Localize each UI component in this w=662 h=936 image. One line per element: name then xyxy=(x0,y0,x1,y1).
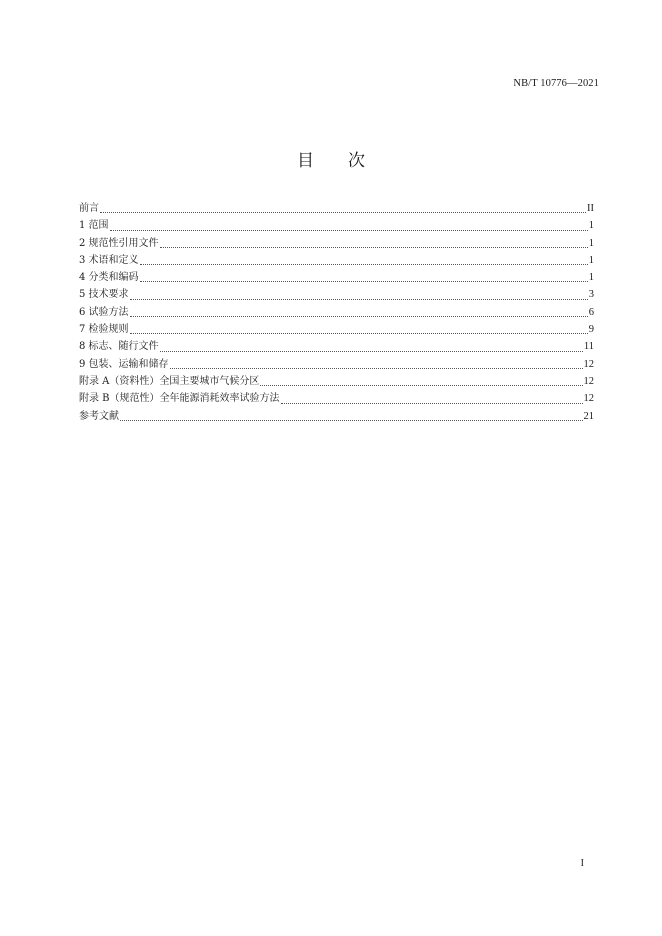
toc-entry-marking[interactable] xyxy=(79,338,594,355)
toc-entry-label: 9 包装、运输和储存 xyxy=(79,358,169,370)
dot-leader xyxy=(160,351,583,352)
dot-leader xyxy=(160,247,588,248)
toc-entry-page: 1 xyxy=(588,220,594,232)
toc-entry-page: 11 xyxy=(583,341,594,353)
toc-entry-label: 6 试验方法 xyxy=(79,306,129,318)
toc-entry-terms-definitions[interactable] xyxy=(79,252,594,269)
toc-entry-annex-b[interactable] xyxy=(79,390,594,407)
toc-entry-foreword[interactable] xyxy=(79,200,594,217)
dot-leader xyxy=(130,299,588,300)
dot-leader xyxy=(260,385,582,386)
toc-entry-page: 1 xyxy=(588,237,594,249)
toc-entry-annex-a[interactable] xyxy=(79,373,594,390)
toc-entry-inspection-rules[interactable] xyxy=(79,321,594,338)
dot-leader xyxy=(140,264,588,265)
dot-leader xyxy=(130,333,588,334)
toc-entry-label: 参考文献 xyxy=(79,410,119,422)
toc-entry-page: 6 xyxy=(588,306,594,318)
toc-entry-page: 9 xyxy=(588,324,594,336)
toc-entry-label: 3 术语和定义 xyxy=(79,254,139,266)
toc-entry-classification[interactable] xyxy=(79,269,594,286)
toc-entry-label: 前言 xyxy=(79,203,99,214)
toc-entry-technical-requirements[interactable] xyxy=(79,286,594,303)
toc-entry-page: 3 xyxy=(588,289,594,301)
toc-entry-normative-references[interactable] xyxy=(79,235,594,252)
toc-entry-scope[interactable] xyxy=(79,217,594,234)
dot-leader xyxy=(130,316,588,317)
toc-entry-label: 7 检验规则 xyxy=(79,324,129,336)
toc-entry-label: 2 规范性引用文件 xyxy=(79,237,159,249)
page-title: 目 次 xyxy=(297,151,365,171)
toc-entry-page: II xyxy=(587,203,594,214)
toc-entry-page: 1 xyxy=(588,272,594,284)
table-of-contents xyxy=(79,200,594,425)
toc-entry-test-methods[interactable] xyxy=(79,304,594,321)
toc-entry-page: 12 xyxy=(583,393,594,405)
page-number: I xyxy=(580,858,584,869)
toc-entry-label: 5 技术要求 xyxy=(79,289,129,301)
toc-entry-page: 12 xyxy=(583,375,594,387)
dot-leader xyxy=(281,403,583,404)
toc-entry-label: 1 范围 xyxy=(79,220,109,232)
toc-entry-label: 附录 A（资料性）全国主要城市气候分区 xyxy=(79,375,260,387)
document-code: NB/T 10776—2021 xyxy=(513,78,599,89)
toc-entry-bibliography[interactable] xyxy=(79,408,594,425)
dot-leader xyxy=(120,420,583,421)
toc-entry-packaging[interactable] xyxy=(79,356,594,373)
dot-leader xyxy=(110,230,588,231)
toc-entry-label: 8 标志、随行文件 xyxy=(79,341,159,353)
toc-entry-page: 12 xyxy=(583,358,594,370)
toc-entry-label: 附录 B（规范性）全年能源消耗效率试验方法 xyxy=(79,393,280,405)
dot-leader xyxy=(100,212,586,213)
dot-leader xyxy=(170,368,583,369)
toc-entry-label: 4 分类和编码 xyxy=(79,272,139,284)
toc-entry-page: 21 xyxy=(583,410,594,422)
dot-leader xyxy=(140,281,588,282)
toc-entry-page: 1 xyxy=(588,254,594,266)
